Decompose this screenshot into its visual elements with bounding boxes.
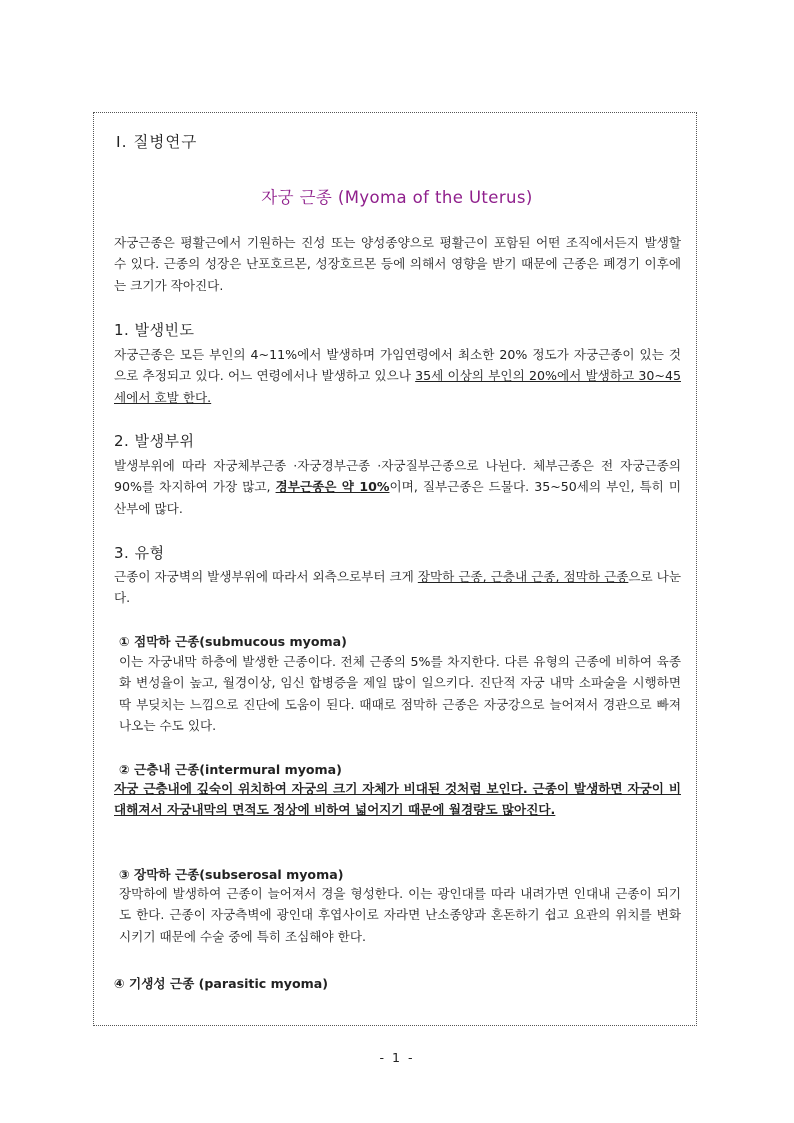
type-paragraph xyxy=(114,566,681,609)
chapter-heading: Ⅰ. 질병연구 xyxy=(116,133,198,151)
subserosal-paragraph: 장막하에 발생하여 근종이 늘어져서 경을 형성한다. 이는 광인대를 따라 내려가면 인대내 근종이 되기도 한다. 근종이 자궁측벽에 광인대 후엽사이로 자라면 난소종양과 혼돈하기 쉽고 요관의 위치를 변화시키기 때문에 수술 중에 특히 조심해야 한다. xyxy=(119,886,681,944)
frequency-text: 자궁근종은 모든 부인의 4~11%에서 발생하며 가임연령에서 최소한 20% 정도가 자궁근종이 있는 것으로 추정되고 있다. 어느 연령에서나 발생하고 있으나 xyxy=(114,347,681,384)
section-heading-type: 3. 유형 xyxy=(114,544,165,562)
parasitic-heading: ④ 기생성 근종 (parasitic myoma) xyxy=(114,976,328,991)
document-title: 자궁 근종 (Myoma of the Uterus) xyxy=(261,188,533,207)
type-text-a: 근종이 자궁벽의 발생부위에 따라서 외측으로부터 크게 xyxy=(114,569,418,584)
submucous-paragraph: 이는 자궁내막 하층에 발생한 근종이다. 전체 근종의 5%를 차지한다. 다른 유형의 근종에 비하여 육종화 변성율이 높고, 월경이상, 임신 합병증을 제일 많이 일으키다. 진단적 자궁 내막 소파술을 시행하면 딱 부딪치는 느낌으로 진단에 도움이 된다. 때때로 점막하 근종은 자궁강으로 늘어져서 경관으로 빠져 나오는 수도 있다. xyxy=(119,654,681,733)
site-emphasis-text: 경부근종은 약 10% xyxy=(275,479,390,495)
page-number: - 1 - xyxy=(379,1050,415,1065)
type-text-c: 으로 나눈다. xyxy=(114,569,682,606)
subserosal-heading: ③ 장막하 근종(subserosal myoma) xyxy=(119,867,344,882)
site-paragraph xyxy=(114,455,681,519)
intro-paragraph: 자궁근종은 평활근에서 기원하는 진성 또는 양성종양으로 평활근이 포함된 어떤 조직에서든지 발생할 수 있다. 근종의 성장은 난포호르몬, 성장호르몬 등에 의해서 영향을 받기 때문에 근종은 폐경기 이후에는 크기가 작아진다. xyxy=(114,235,681,293)
intermural-paragraph: 자궁 근층내에 깊숙이 위치하여 자궁의 크기 자체가 비대된 것처럼 보인다. 근종이 발생하면 자궁이 비대해져서 자궁내막의 면적도 정상에 비하여 넓어지기 때문에 월경량도 많아진다. xyxy=(114,781,681,818)
submucous-heading: ① 점막하 근종(submucous myoma) xyxy=(119,634,347,649)
section-heading-site: 2. 발생부위 xyxy=(114,432,195,450)
frequency-underlined-text: 35세 이상의 부인의 20%에서 발생하고 30~45세에서 호발 한다. xyxy=(114,368,681,405)
site-text-c: 이며, 질부근종은 드물다. 35~50세의 부인, 특히 미산부에 많다. xyxy=(114,479,682,516)
type-underlined-text: 장막하 근종, 근층내 근종, 점막하 근종 xyxy=(417,569,629,584)
section-heading-frequency: 1. 발생빈도 xyxy=(114,321,195,339)
frequency-paragraph xyxy=(114,344,681,408)
site-text-a: 발생부위에 따라 자궁체부근종 ·자궁경부근종 ·자궁질부근종으로 나뉜다. 체부근종은 전 자궁근종의 90%를 차지하여 가장 많고, xyxy=(114,458,681,495)
intermural-heading: ② 근층내 근종(intermural myoma) xyxy=(119,762,342,777)
